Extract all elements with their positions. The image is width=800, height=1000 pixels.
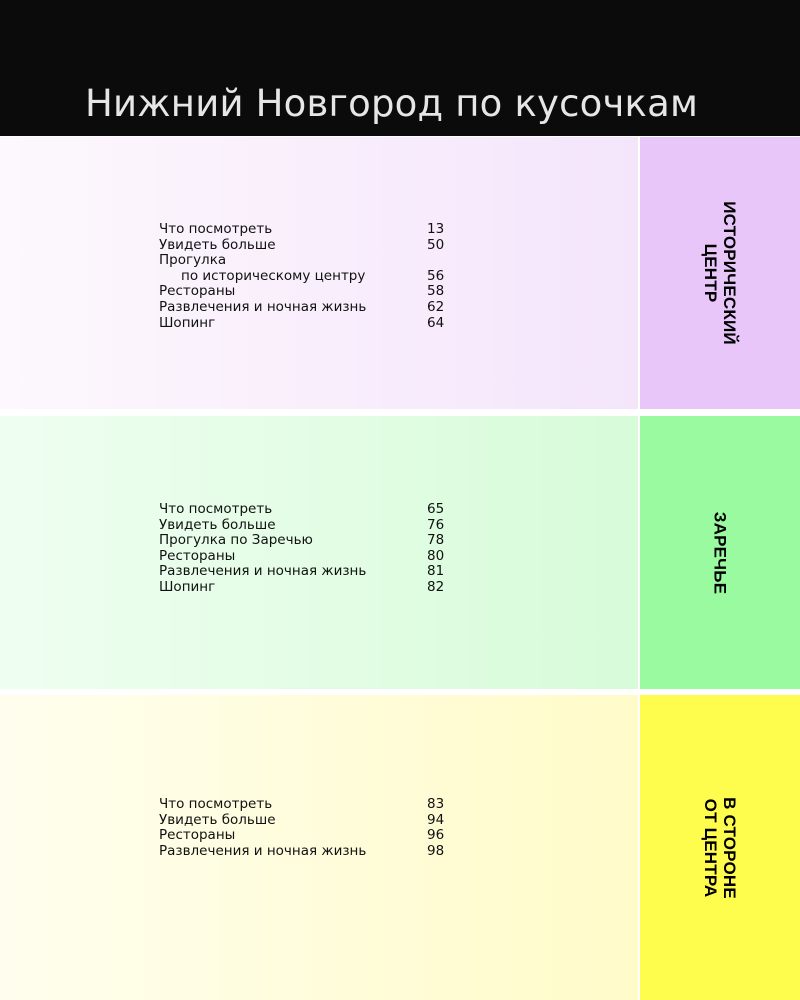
toc-item-label: Увидеть больше bbox=[159, 516, 276, 533]
toc-item-page: 62 bbox=[427, 298, 445, 315]
toc-item-label: Что посмотреть bbox=[159, 501, 273, 517]
toc-item-label: Развлечения и ночная жизнь bbox=[159, 842, 367, 859]
toc-item-page: 78 bbox=[427, 532, 445, 549]
toc-item-label: Шопинг bbox=[159, 578, 216, 595]
toc-item-page: 76 bbox=[427, 516, 445, 533]
toc-item-label: Развлечения и ночная жизнь bbox=[159, 298, 367, 315]
section-outside-center bbox=[0, 695, 800, 1000]
section-zarechye bbox=[0, 416, 800, 689]
toc-item-label: Прогулка bbox=[159, 252, 227, 269]
toc-item-label: Увидеть больше bbox=[159, 236, 276, 253]
toc-list bbox=[159, 222, 459, 331]
toc-item[interactable] bbox=[159, 549, 459, 565]
toc-item-label: Прогулка по Заречью bbox=[159, 532, 313, 549]
header-bar bbox=[0, 0, 800, 136]
toc-item-page: 64 bbox=[427, 314, 445, 331]
section-tab-line: ОТ ЦЕНТРА bbox=[701, 798, 720, 897]
toc-item-label: Что посмотреть bbox=[159, 221, 273, 237]
toc-item[interactable] bbox=[159, 844, 459, 860]
toc-item[interactable] bbox=[159, 533, 459, 549]
section-tab-line: ИСТОРИЧЕСКИЙ bbox=[720, 201, 739, 345]
toc-item-label: Что посмотреть bbox=[159, 796, 273, 812]
toc-item[interactable] bbox=[159, 284, 459, 300]
toc-item[interactable] bbox=[159, 518, 459, 534]
toc-item-label: Рестораны bbox=[159, 283, 236, 300]
section-historic-center bbox=[0, 137, 800, 409]
toc-item-page: 50 bbox=[427, 236, 445, 253]
toc-item[interactable] bbox=[159, 316, 459, 332]
toc-item[interactable] bbox=[159, 580, 459, 596]
section-tab-line: В СТОРОНЕ bbox=[720, 796, 739, 899]
section-tab[interactable] bbox=[640, 137, 800, 409]
toc-item[interactable] bbox=[159, 222, 459, 238]
toc-item-page: 80 bbox=[427, 547, 445, 564]
toc-item-label: Увидеть больше bbox=[159, 811, 276, 828]
toc-item[interactable] bbox=[159, 828, 459, 844]
toc-item-label: Рестораны bbox=[159, 827, 236, 844]
toc-item-page: 58 bbox=[427, 283, 445, 300]
section-tab-line: ЦЕНТР bbox=[701, 243, 720, 303]
section-tab-line: ЗАРЕЧЬЕ bbox=[710, 511, 730, 594]
toc-item-page: 83 bbox=[427, 796, 445, 812]
section-tab-label bbox=[701, 201, 739, 345]
toc-item[interactable] bbox=[159, 253, 459, 284]
toc-item-sublabel: по историческому центру bbox=[181, 267, 366, 284]
toc-list bbox=[159, 502, 459, 596]
toc-item[interactable] bbox=[159, 238, 459, 254]
toc-item-page: 82 bbox=[427, 578, 445, 595]
toc-item-page: 96 bbox=[427, 827, 445, 844]
toc-item-page: 81 bbox=[427, 563, 445, 580]
toc-item-label: Развлечения и ночная жизнь bbox=[159, 563, 367, 580]
toc-list bbox=[159, 797, 459, 859]
section-tab-label bbox=[701, 797, 739, 899]
section-tab-label bbox=[711, 511, 730, 594]
toc-item-page: 56 bbox=[427, 267, 445, 284]
page-title: Нижний Новгород по кусочкам bbox=[85, 82, 699, 125]
toc-item[interactable] bbox=[159, 564, 459, 580]
toc-item-page: 13 bbox=[427, 221, 445, 237]
toc-item[interactable] bbox=[159, 797, 459, 813]
toc-item-label: Рестораны bbox=[159, 547, 236, 564]
toc-item[interactable] bbox=[159, 502, 459, 518]
section-tab[interactable] bbox=[640, 695, 800, 1000]
toc-item-page: 98 bbox=[427, 842, 445, 859]
toc-item[interactable] bbox=[159, 300, 459, 316]
toc-item-label: Шопинг bbox=[159, 314, 216, 331]
section-tab[interactable] bbox=[640, 416, 800, 689]
toc-item-page: 94 bbox=[427, 811, 445, 828]
toc-item[interactable] bbox=[159, 813, 459, 829]
toc-item-page: 65 bbox=[427, 501, 445, 517]
